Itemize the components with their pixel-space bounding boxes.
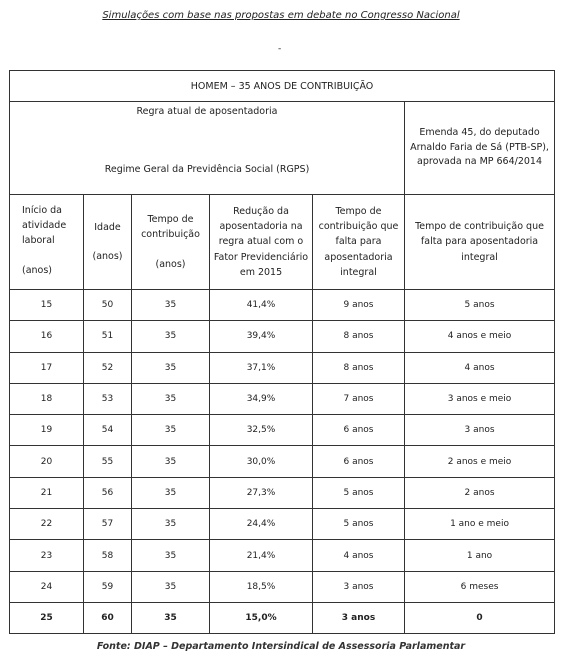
cell-reducao: 18,5% <box>210 571 313 602</box>
cell-falta: 8 anos <box>313 352 405 383</box>
col-header-line: Redução da <box>233 206 289 218</box>
cell-reducao: 24,4% <box>210 509 313 540</box>
col-header-line: aposentadoria <box>324 251 393 263</box>
cell-emenda: 2 anos <box>405 477 555 508</box>
cell-tempo: 35 <box>132 415 210 446</box>
col-header-emenda-falta <box>405 195 555 290</box>
cell-emenda: 1 ano <box>405 540 555 571</box>
table-row <box>10 509 555 540</box>
col-header-tempo <box>132 195 210 290</box>
cell-tempo: 35 <box>132 290 210 321</box>
cell-falta: 8 anos <box>313 321 405 352</box>
cell-idade: 53 <box>84 383 132 414</box>
cell-tempo: 35 <box>132 571 210 602</box>
cell-reducao: 34,9% <box>210 383 313 414</box>
col-header-line: falta para <box>335 236 382 248</box>
cell-tempo: 35 <box>132 509 210 540</box>
col-header-line: contribuição que <box>318 221 399 233</box>
col-header-line: regra atual com o <box>218 236 304 248</box>
cell-tempo: 35 <box>132 446 210 477</box>
table-row <box>10 352 555 383</box>
emenda-line: aprovada na MP 664/2014 <box>417 156 543 168</box>
cell-tempo: 35 <box>132 383 210 414</box>
col-header-line: Tempo de <box>335 206 382 218</box>
separator-dash: - <box>278 44 282 54</box>
cell-idade: 54 <box>84 415 132 446</box>
col-header-inicio <box>10 195 84 290</box>
cell-falta: 5 anos <box>313 477 405 508</box>
col-header-line: contribuição <box>141 229 200 241</box>
cell-emenda: 2 anos e meio <box>405 446 555 477</box>
col-header-line: laboral <box>22 235 55 247</box>
cell-idade: 57 <box>84 509 132 540</box>
col-header-line: (anos) <box>92 251 123 262</box>
cell-inicio: 21 <box>10 477 84 508</box>
cell-inicio: 25 <box>10 602 84 633</box>
cell-reducao: 41,4% <box>210 290 313 321</box>
cell-falta: 3 anos <box>313 602 405 633</box>
cell-reducao: 32,5% <box>210 415 313 446</box>
cell-inicio: 17 <box>10 352 84 383</box>
cell-tempo: 35 <box>132 602 210 633</box>
cell-emenda: 4 anos e meio <box>405 321 555 352</box>
rgps-label: Regime Geral da Previdência Social (RGPS) <box>104 164 310 175</box>
cell-inicio: 18 <box>10 383 84 414</box>
cell-emenda: 4 anos <box>405 352 555 383</box>
table-row <box>10 383 555 414</box>
emenda-line: Arnaldo Faria de Sá (PTB-SP), <box>410 141 549 153</box>
col-header-idade <box>84 195 132 290</box>
table-row <box>10 321 555 352</box>
cell-idade: 52 <box>84 352 132 383</box>
col-header-line: Tempo de <box>147 214 194 226</box>
cell-inicio: 23 <box>10 540 84 571</box>
regra-atual-header <box>10 102 405 195</box>
cell-falta: 6 anos <box>313 415 405 446</box>
cell-emenda: 6 meses <box>405 571 555 602</box>
col-header-reducao <box>210 195 313 290</box>
cell-emenda: 3 anos <box>405 415 555 446</box>
cell-inicio: 19 <box>10 415 84 446</box>
simulation-table <box>9 70 555 634</box>
cell-emenda: 0 <box>405 602 555 633</box>
source-note: Fonte: DIAP – Departamento Intersindical de Assessoria Parlamentar <box>96 641 466 652</box>
cell-falta: 3 anos <box>313 571 405 602</box>
cell-idade: 59 <box>84 571 132 602</box>
table-row <box>10 602 555 633</box>
cell-falta: 4 anos <box>313 540 405 571</box>
col-header-falta <box>313 195 405 290</box>
table-row <box>10 571 555 602</box>
cell-inicio: 24 <box>10 571 84 602</box>
cell-inicio: 22 <box>10 509 84 540</box>
cell-falta: 7 anos <box>313 383 405 414</box>
cell-emenda: 5 anos <box>405 290 555 321</box>
cell-reducao: 21,4% <box>210 540 313 571</box>
col-header-line: Idade <box>94 221 121 233</box>
col-header-line: integral <box>461 251 498 263</box>
cell-tempo: 35 <box>132 321 210 352</box>
cell-reducao: 15,0% <box>210 602 313 633</box>
col-header-line: Tempo de contribuição que <box>415 221 544 233</box>
table-row <box>10 290 555 321</box>
cell-idade: 60 <box>84 602 132 633</box>
col-header-line: em 2015 <box>239 266 283 278</box>
cell-falta: 9 anos <box>313 290 405 321</box>
cell-inicio: 15 <box>10 290 84 321</box>
cell-tempo: 35 <box>132 352 210 383</box>
emenda-line: Emenda 45, do deputado <box>419 126 540 138</box>
cell-reducao: 30,0% <box>210 446 313 477</box>
cell-idade: 58 <box>84 540 132 571</box>
col-header-line: Início da <box>22 205 63 216</box>
col-header-line: integral <box>340 266 377 278</box>
col-header-line: aposentadoria na <box>219 221 303 233</box>
cell-tempo: 35 <box>132 540 210 571</box>
cell-inicio: 16 <box>10 321 84 352</box>
col-header-line: Fator Previdenciário <box>213 251 309 263</box>
regra-atual-label: Regra atual de aposentadoria <box>136 106 278 117</box>
cell-idade: 56 <box>84 477 132 508</box>
col-header-line: falta para aposentadoria <box>420 236 539 248</box>
col-header-line: (anos) <box>22 264 53 276</box>
cell-emenda: 1 ano e meio <box>405 509 555 540</box>
table-title: HOMEM – 35 ANOS DE CONTRIBUIÇÃO <box>10 71 555 102</box>
cell-falta: 5 anos <box>313 509 405 540</box>
cell-reducao: 27,3% <box>210 477 313 508</box>
cell-idade: 55 <box>84 446 132 477</box>
cell-idade: 51 <box>84 321 132 352</box>
cell-idade: 50 <box>84 290 132 321</box>
table-row <box>10 477 555 508</box>
col-header-line: (anos) <box>155 258 186 270</box>
cell-tempo: 35 <box>132 477 210 508</box>
cell-emenda: 3 anos e meio <box>405 383 555 414</box>
cell-reducao: 37,1% <box>210 352 313 383</box>
col-header-line: atividade <box>22 220 67 232</box>
table-row <box>10 446 555 477</box>
cell-inicio: 20 <box>10 446 84 477</box>
document-title: Simulações com base nas propostas em debate no Congresso Nacional <box>102 10 460 21</box>
emenda-header <box>405 102 555 195</box>
table-row <box>10 415 555 446</box>
cell-falta: 6 anos <box>313 446 405 477</box>
cell-reducao: 39,4% <box>210 321 313 352</box>
table-row <box>10 540 555 571</box>
